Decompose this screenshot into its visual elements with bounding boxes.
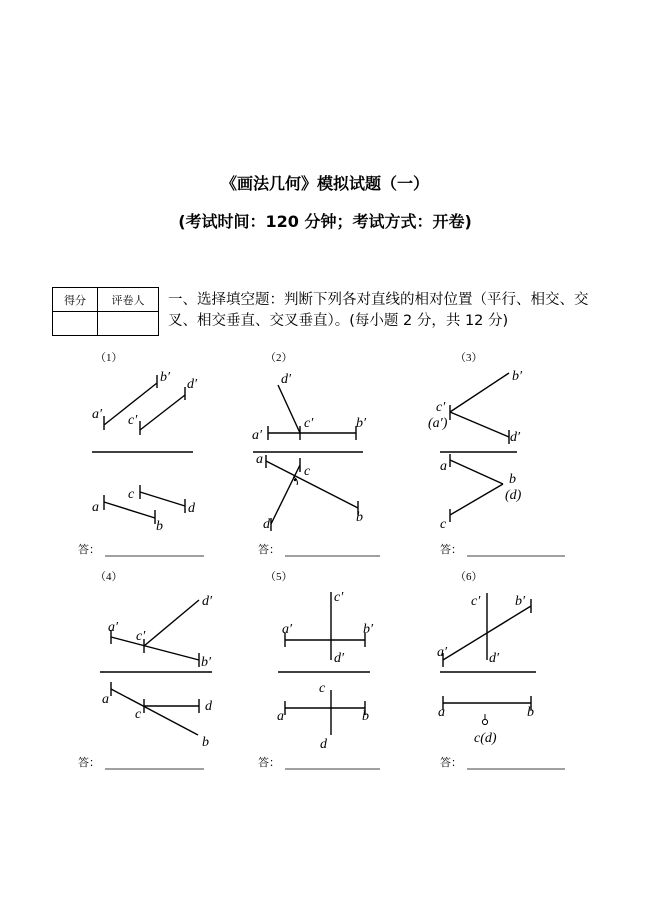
- answer-label: 答：: [440, 544, 462, 556]
- label-c-prime: c′: [334, 590, 344, 605]
- label-a-prime-hidden: (a′): [428, 416, 448, 431]
- label-a-prime: a′: [108, 620, 119, 635]
- label-a: a: [256, 452, 263, 467]
- problem-number: （3）: [455, 352, 483, 364]
- line-cd-front: [140, 395, 185, 430]
- label-b: b: [356, 510, 363, 525]
- label-d: d: [188, 501, 195, 516]
- label-d-prime: d′: [489, 651, 500, 666]
- label-cd: c(d): [474, 731, 497, 746]
- label-b-prime: b′: [512, 369, 523, 384]
- problem-number: （4）: [95, 571, 123, 583]
- section-instruction: 一、选择填空题：判断下列各对直线的相对位置（平行、相交、交叉、相交垂直、交叉垂直）。(每小题 2 分，共 12 分): [168, 292, 589, 329]
- problem-number: （2）: [265, 352, 293, 364]
- label-b-prime: b′: [160, 370, 171, 385]
- problem-2: [252, 351, 380, 556]
- label-d-prime: d′: [187, 377, 198, 392]
- label-b: b: [509, 472, 516, 487]
- label-a: a: [438, 705, 445, 720]
- label-b: b: [156, 519, 163, 534]
- line-ab-front: [111, 637, 199, 660]
- problem-1: [78, 351, 204, 556]
- label-a: a: [102, 692, 109, 707]
- line-cd-top: [140, 492, 185, 506]
- answer-label: 答：: [78, 757, 100, 769]
- problem-3: [428, 351, 565, 556]
- line-cd-top: [450, 484, 503, 515]
- problem-5: [258, 570, 380, 769]
- problem-number: （5）: [265, 571, 293, 583]
- line-ab-top: [111, 689, 198, 735]
- label-d: d: [205, 699, 212, 714]
- problem-6: [437, 570, 565, 769]
- label-b: b: [202, 735, 209, 750]
- label-d-prime: d′: [510, 430, 521, 445]
- line-ab-top: [266, 461, 358, 508]
- label-a-prime: a′: [92, 407, 103, 422]
- label-b-prime: b′: [356, 416, 367, 431]
- line-cb-front: [450, 373, 509, 412]
- line-ab-top: [104, 502, 155, 518]
- answer-label: 答：: [258, 544, 280, 556]
- label-c-prime: c′: [471, 594, 481, 609]
- label-d: d: [263, 517, 270, 532]
- point-cd-top: [482, 719, 487, 724]
- label-c-prime: c′: [436, 400, 446, 415]
- label-c: c: [128, 487, 135, 502]
- label-c: c: [135, 707, 142, 722]
- problem-4: [78, 570, 213, 769]
- label-b-prime: b′: [515, 594, 526, 609]
- label-c-prime: c′: [128, 413, 138, 428]
- line-cd-top: [271, 465, 300, 524]
- answer-label: 答：: [78, 544, 100, 556]
- label-c: c: [319, 681, 326, 696]
- label-d: d: [320, 737, 327, 752]
- line-ad-front: [450, 412, 509, 437]
- angle-dot: [294, 479, 296, 481]
- label-c-prime: c′: [304, 416, 314, 431]
- label-a-prime: a′: [252, 428, 263, 443]
- problem-number: （1）: [95, 352, 123, 364]
- label-a: a: [277, 709, 284, 724]
- label-d-prime: d′: [281, 372, 292, 387]
- label-a: a: [440, 459, 447, 474]
- label-a-prime: a′: [282, 622, 293, 637]
- label-b-prime: b′: [363, 622, 374, 637]
- label-b: b: [362, 709, 369, 724]
- label-c: c: [440, 517, 447, 532]
- label-a-prime: a′: [437, 645, 448, 660]
- label-d-prime: d′: [334, 651, 345, 666]
- answer-label: 答：: [440, 757, 462, 769]
- label-c: c: [304, 464, 311, 479]
- label-d-hidden: (d): [505, 488, 522, 503]
- label-c-prime: c′: [136, 629, 146, 644]
- exam-title: 《画法几何》模拟试题（一）: [220, 174, 429, 193]
- score-header: 得分: [53, 288, 98, 312]
- label-a: a: [92, 500, 99, 515]
- grader-header: 评卷人: [98, 288, 159, 312]
- label-b-prime: b′: [201, 655, 212, 670]
- line-ab-top: [450, 460, 503, 484]
- line-cd-front: [144, 600, 199, 646]
- label-d-prime: d′: [202, 594, 213, 609]
- problem-number: （6）: [455, 571, 483, 583]
- exam-subtitle: (考试时间：120 分钟；考试方式：开卷): [178, 212, 472, 231]
- label-b: b: [527, 705, 534, 720]
- line-cd-front: [278, 385, 300, 433]
- answer-label: 答：: [258, 757, 280, 769]
